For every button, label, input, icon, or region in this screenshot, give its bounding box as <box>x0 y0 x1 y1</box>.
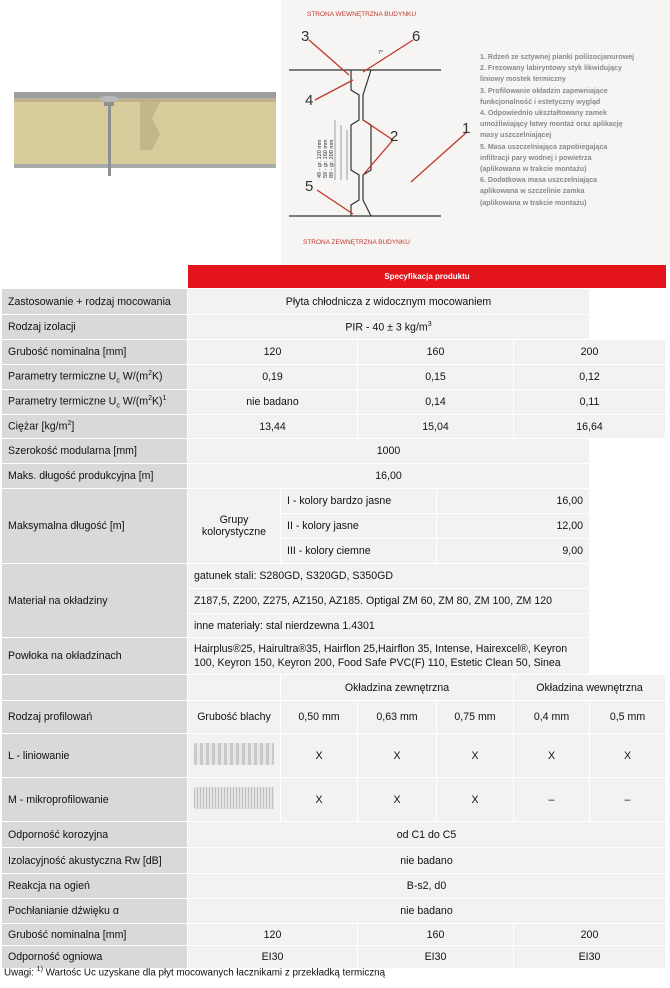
row-label: Grubość nominalna [mm] <box>2 340 188 365</box>
table-row <box>2 675 666 701</box>
row-value: Z187,5, Z200, Z275, AZ150, AZ185. Optigal ZM 60, ZM 80, ZM 100, ZM 120 <box>188 589 590 614</box>
table-row <box>2 924 666 946</box>
row-value: 0,63 mm <box>358 701 437 734</box>
row-value: nie badano <box>188 390 358 415</box>
row-value: 200 <box>514 924 666 946</box>
row-value: X <box>437 734 514 778</box>
row-label: Powłoka na okładzinach <box>2 638 188 675</box>
row-value: 120 <box>188 340 358 365</box>
row-value: od C1 do C5 <box>188 822 666 848</box>
table-row <box>2 390 666 415</box>
row-label: L - liniowanie <box>2 734 188 778</box>
row-value: 1000 <box>188 439 590 464</box>
table-row <box>2 822 666 848</box>
color-group-value: 9,00 <box>437 539 590 564</box>
table-row <box>2 489 666 514</box>
row-label: Rodzaj profilowań <box>2 701 188 734</box>
row-value: Hairplus®25, Hairultra®35, Hairflon 25,Hairflon 35, Intense, Hairexcel®, Keyron 100, Keyron 150, Keyron 200, Food Safe PVC(F) 110, Estetic Clean 50, Sinea <box>188 638 590 675</box>
row-label: Rodzaj izolacji <box>2 315 188 340</box>
dimension-labels: 49 - gr. 120 mm 59 - gr. 160 mm 89 - gr. 200 mm <box>317 139 335 178</box>
table-row <box>2 899 666 924</box>
row-value: 120 <box>188 924 358 946</box>
spec-table <box>2 289 666 969</box>
product-illustrations <box>0 0 670 265</box>
row-value: 0,19 <box>188 365 358 390</box>
row-label: Odporność ogniowa <box>2 946 188 969</box>
row-value: 0,12 <box>514 365 666 390</box>
row-value: 0,15 <box>358 365 514 390</box>
row-value: – <box>590 778 666 822</box>
table-row <box>2 365 666 390</box>
row-label <box>2 675 188 701</box>
row-value: X <box>514 734 590 778</box>
row-label: Szerokość modularna [mm] <box>2 439 188 464</box>
table-row <box>2 734 666 778</box>
table-row <box>2 638 666 675</box>
row-value: 0,5 mm <box>590 701 666 734</box>
table-row <box>2 778 666 822</box>
row-value: X <box>281 778 358 822</box>
footnote: Uwagi: $^{1)}$ Wartośc Uc uzyskane dla płyt mocowanych łacznikami z przekładką termiczną <box>4 966 386 979</box>
row-value: Płyta chłodnicza z widocznym mocowaniem <box>188 289 590 315</box>
color-group-name: I - kolory bardzo jasne <box>281 489 437 514</box>
row-label: Parametry termiczne $U_c$ $W/(m^2K)^1$ <box>2 390 188 415</box>
row-label: Reakcja na ogień <box>2 874 188 899</box>
row-value: X <box>358 734 437 778</box>
row-label: Ciężar $[kg/m^2]$ <box>2 415 188 439</box>
callout-5: 5 <box>305 178 314 195</box>
row-value: 16,64 <box>514 415 666 439</box>
color-group-name: III - kolory ciemne <box>281 539 437 564</box>
callout-3: 3 <box>301 28 310 45</box>
table-row <box>2 564 666 589</box>
small-dimension: 7° <box>378 50 384 56</box>
panel-joint-drawing <box>281 0 670 265</box>
drawing-legend: 1. Rdzeń ze sztywnej pianki poliizocjanurowej 2. Frezowany labiryntowy styk likwidujący liniowy mostek termiczny 3. Profilowanie okładzin zapewniające funkcjonalność i estetyczny wygląd 4. Odpowiednio ukształtowany zamek umożliwiający łatwy montaż oraz aplikację masy uszczelniającej 5. Masa uszczelniająca zapobiegająca infiltracji pary wodnej i powietrza (aplikowana w trakcie montażu) 6. Dodatkowa masa uszczelniająca aplikowana w szczelinie zamka (aplikowana w trakcie montażu) <box>480 53 635 207</box>
row-label: Maks. długość produkcyjna [m] <box>2 464 188 489</box>
table-row <box>2 315 666 340</box>
callout-1: 1 <box>462 120 471 137</box>
row-label: Materiał na okładziny <box>2 564 188 638</box>
row-value: EI30 <box>188 946 358 969</box>
row-value: 0,75 mm <box>437 701 514 734</box>
color-group-name: II - kolory jasne <box>281 514 437 539</box>
table-row <box>2 848 666 874</box>
row-label: Zastosowanie + rodzaj mocowania <box>2 289 188 315</box>
row-value: 160 <box>358 340 514 365</box>
row-value: 13,44 <box>188 415 358 439</box>
row-value: – <box>514 778 590 822</box>
color-groups-label: Grupy kolorystyczne <box>188 489 281 564</box>
drawing-title-top: STRONA WEWNĘTRZNA BUDYNKU <box>307 11 417 18</box>
row-value: PIR - 40 ± 3 $kg/m^3$ <box>188 315 590 340</box>
row-value: X <box>358 778 437 822</box>
spec-header: Specyfikacja produktu <box>188 265 666 288</box>
sheet-thickness-label: Grubość blachy <box>188 701 281 734</box>
row-value: 0,11 <box>514 390 666 415</box>
table-row <box>2 874 666 899</box>
row-value: 160 <box>358 924 514 946</box>
row-value: 0,4 mm <box>514 701 590 734</box>
callout-6: 6 <box>412 28 421 45</box>
row-value: X <box>590 734 666 778</box>
inner-cladding-header: Okładzina wewnętrzna <box>514 675 666 701</box>
row-label: Parametry termiczne $U_c$ $W/(m^2K)$ <box>2 365 188 390</box>
row-label: Pochłanianie dźwięku α <box>2 899 188 924</box>
row-value: EI30 <box>514 946 666 969</box>
row-label: Odporność korozyjna <box>2 822 188 848</box>
row-value: nie badano <box>188 848 666 874</box>
table-row <box>2 464 666 489</box>
row-value: X <box>281 734 358 778</box>
table-row <box>2 340 666 365</box>
table-row <box>2 439 666 464</box>
callout-2: 2 <box>390 128 399 145</box>
microprofile-swatch <box>188 778 281 822</box>
row-label: Grubość nominalna [mm] <box>2 924 188 946</box>
row-value: 200 <box>514 340 666 365</box>
row-value: gatunek stali: S280GD, S320GD, S350GD <box>188 564 590 589</box>
row-label: Maksymalna długość [m] <box>2 489 188 564</box>
callout-4: 4 <box>305 92 314 109</box>
linear-profile-swatch <box>188 734 281 778</box>
table-row <box>2 415 666 439</box>
row-label: M - mikroprofilowanie <box>2 778 188 822</box>
row-value: nie badano <box>188 899 666 924</box>
row-value: 16,00 <box>188 464 590 489</box>
outer-cladding-header: Okładzina zewnętrzna <box>281 675 514 701</box>
row-value: 15,04 <box>358 415 514 439</box>
panel-photo <box>0 0 280 265</box>
row-value: 0,50 mm <box>281 701 358 734</box>
row-value: B-s2, d0 <box>188 874 666 899</box>
row-value: inne materiały: stal nierdzewna 1.4301 <box>188 614 590 638</box>
drawing-title-bottom: STRONA ZEWNĘTRZNA BUDYNKU <box>303 239 410 246</box>
row-value: X <box>437 778 514 822</box>
table-row <box>2 289 666 315</box>
row-value: 0,14 <box>358 390 514 415</box>
color-group-value: 16,00 <box>437 489 590 514</box>
color-group-value: 12,00 <box>437 514 590 539</box>
row-label: Izolacyjność akustyczna Rw [dB] <box>2 848 188 874</box>
row-value: EI30 <box>358 946 514 969</box>
table-row <box>2 701 666 734</box>
